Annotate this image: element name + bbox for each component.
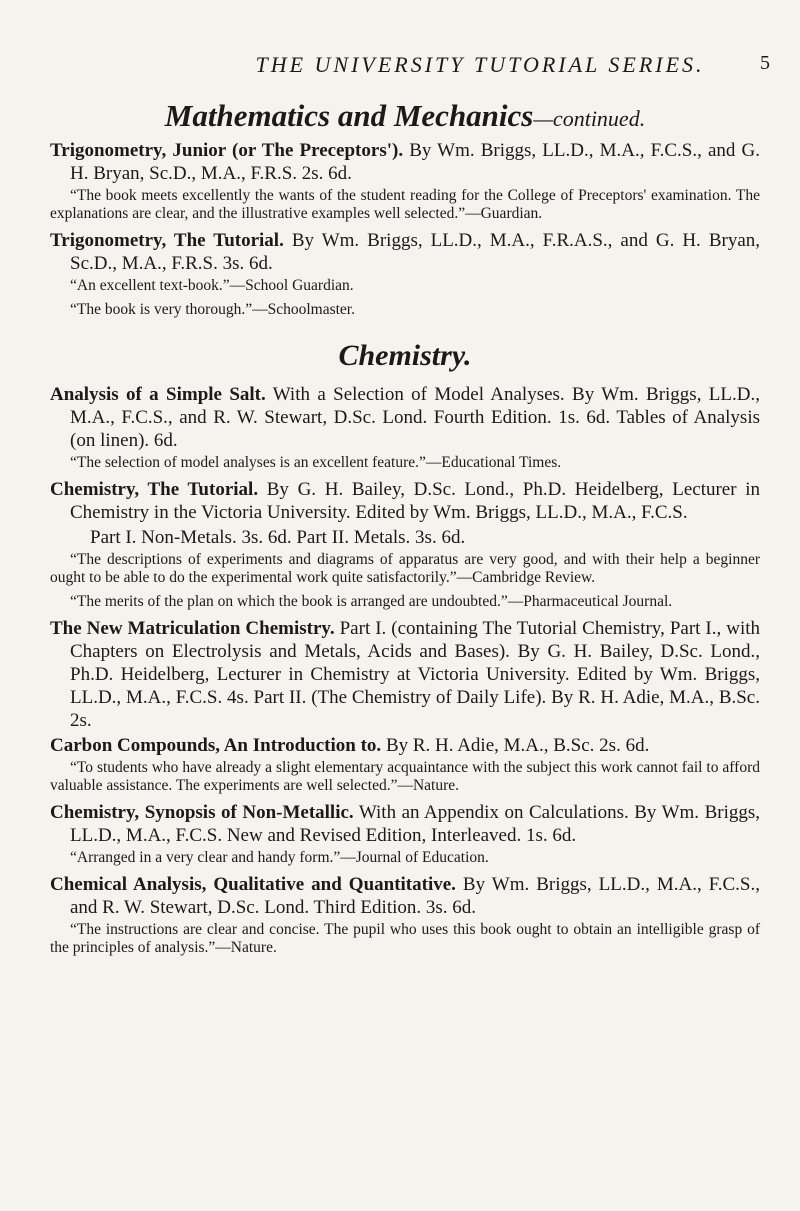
book-details: By G. H. Bailey, D.Sc. Lond., Ph.D. Heidelberg, Lecturer in Chemistry in the Victoria University. Edited by Wm. Briggs, LL.D., M.A., F.C.S. bbox=[70, 479, 761, 523]
review-quote: “The selection of model analyses is an excellent feature.”—Educational Times. bbox=[70, 454, 562, 471]
review-quote: “An excellent text-book.”—School Guardian. bbox=[70, 277, 354, 294]
section-title-mathematics bbox=[50, 96, 760, 139]
review-quote: “The book is very thorough.”—Schoolmaster. bbox=[70, 301, 355, 318]
book-title: Trigonometry, Junior (or The Preceptors'). bbox=[50, 140, 404, 161]
book-title: The New Matriculation Chemistry. bbox=[50, 618, 335, 639]
book-title: Carbon Compounds, An Introduction to. bbox=[50, 735, 382, 756]
book-entry bbox=[50, 801, 760, 847]
book-details: By R. H. Adie, M.A., B.Sc. 2s. 6d. bbox=[381, 735, 650, 756]
book-details: By Wm. Briggs, LL.D., M.A., F.R.A.S., and G. H. Bryan, Sc.D., M.A., F.R.S. 3s. 6d. bbox=[70, 230, 760, 274]
section-title-text: Mathematics and Mechanics bbox=[164, 98, 534, 133]
book-title: Chemistry, The Tutorial. bbox=[50, 479, 259, 500]
book-title: Chemical Analysis, Qualitative and Quantitative. bbox=[50, 874, 456, 895]
book-entry bbox=[50, 873, 760, 919]
section-title-chemistry: Chemistry. bbox=[338, 339, 472, 372]
review-quote: “The merits of the plan on which the book is arranged are undoubted.”—Pharmaceutical Journal. bbox=[70, 593, 673, 610]
book-details: Part I. (containing The Tutorial Chemistry, Part I., with Chapters on Electrolysis and Metals, Acids and Bases). By G. H. Bailey, D.Sc. Lond., Ph.D. Heidelberg, Lecturer in Chemistry at Victoria University. Edited by Wm. Briggs, LL.D., M.A., F.C.S. 4s. Part II. (The Chemistry of Daily Life). By R. H. Adie, M.A., B.Sc. 2s. bbox=[70, 618, 760, 731]
page-number: 5 bbox=[760, 52, 770, 74]
book-entry bbox=[50, 734, 760, 757]
chemistry-entries bbox=[50, 383, 760, 957]
math-entries bbox=[50, 139, 760, 319]
book-entry bbox=[50, 383, 760, 452]
book-details: With an Appendix on Calculations. By Wm. Briggs, LL.D., M.A., F.C.S. New and Revised Edition, Interleaved. 1s. 6d. bbox=[70, 802, 760, 846]
running-head: THE UNIVERSITY TUTORIAL SERIES. bbox=[255, 52, 705, 77]
review-quote: “To students who have already a slight elementary acquaintance with the subject this work cannot fail to afford valuable assistance. The experiments are well selected.”—Nature. bbox=[50, 759, 760, 794]
book-title: Trigonometry, The Tutorial. bbox=[50, 230, 284, 251]
review-quote: “The instructions are clear and concise. The pupil who uses this book ought to obtain an intelligible grasp of the principles of analysis.”—Nature. bbox=[50, 921, 760, 956]
section-title-continued: —continued. bbox=[533, 106, 646, 131]
book-details: With a Selection of Model Analyses. By Wm. Briggs, LL.D., M.A., F.C.S., and R. W. Stewart, D.Sc. Lond. Fourth Edition. 1s. 6d. Tables of Analysis (on linen). 6d. bbox=[70, 384, 760, 451]
book-title: Analysis of a Simple Salt. bbox=[50, 384, 266, 405]
review-quote: “Arranged in a very clear and handy form.”—Journal of Education. bbox=[70, 849, 489, 866]
book-entry bbox=[50, 478, 760, 524]
book-entry bbox=[50, 139, 760, 185]
review-quote: “The book meets excellently the wants of the student reading for the College of Preceptors' examination. The explanations are clear, and the illustrative examples well selected.”—Guardian. bbox=[50, 187, 760, 222]
book-details: By Wm. Briggs, LL.D., M.A., F.C.S., and G. H. Bryan, Sc.D., M.A., F.R.S. 2s. 6d. bbox=[70, 140, 760, 184]
review-quote: “The descriptions of experiments and diagrams of apparatus are very good, and with their help a beginner ought to be able to do the experimental work quite satisfactorily.”—Cambridge Review. bbox=[50, 551, 760, 586]
book-details: By Wm. Briggs, LL.D., M.A., F.C.S., and R. W. Stewart, D.Sc. Lond. Third Edition. 3s. 6d. bbox=[70, 874, 760, 918]
book-entry bbox=[50, 617, 760, 732]
book-entry bbox=[50, 229, 760, 275]
book-title: Chemistry, Synopsis of Non-Metallic. bbox=[50, 802, 354, 823]
entry-parts-line: Part I. Non-Metals. 3s. 6d. Part II. Metals. 3s. 6d. bbox=[90, 527, 466, 548]
